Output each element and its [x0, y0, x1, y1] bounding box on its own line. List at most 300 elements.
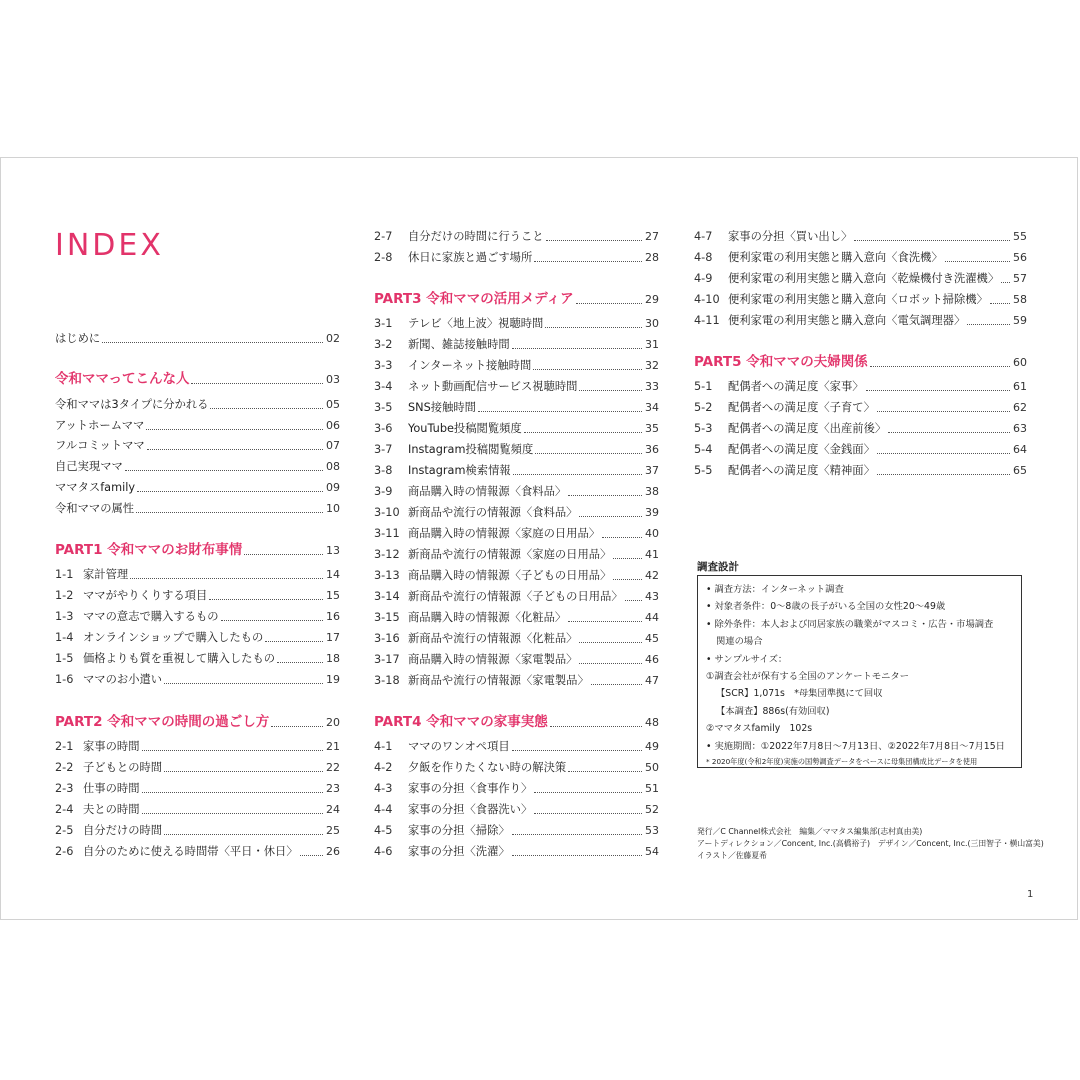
dot-leader — [877, 453, 1010, 454]
entry-page: 23 — [326, 782, 340, 795]
dot-leader — [524, 432, 642, 433]
entry-number: 5-5 — [694, 464, 713, 477]
toc-entry — [55, 433, 340, 453]
entry-number: 3-13 — [374, 569, 400, 582]
dot-leader — [137, 491, 323, 492]
toc-entry — [374, 374, 659, 394]
entry-number: 4-2 — [374, 761, 393, 774]
toc-part-heading — [55, 708, 340, 730]
dot-leader — [191, 383, 323, 384]
toc-entry — [694, 395, 1027, 415]
entry-page: 08 — [326, 460, 340, 473]
entry-number: 2-6 — [55, 845, 74, 858]
survey-box — [697, 575, 1022, 768]
entry-label: ママのお小遣い — [83, 673, 163, 686]
toc-entry — [694, 266, 1027, 286]
entry-page: 50 — [645, 761, 659, 774]
entry-number: 4-5 — [374, 824, 393, 837]
entry-label: Instagram検索情報 — [408, 464, 511, 477]
entry-number: 3-9 — [374, 485, 393, 498]
part-title: PART5 令和ママの夫婦関係 — [694, 354, 868, 370]
dot-leader — [271, 726, 323, 727]
entry-page: 47 — [645, 674, 659, 687]
dot-leader — [568, 621, 642, 622]
entry-number: 2-7 — [374, 230, 393, 243]
toc-entry — [374, 542, 659, 562]
entry-page: 15 — [326, 589, 340, 602]
toc-entry — [55, 604, 340, 624]
dot-leader — [512, 834, 642, 835]
dot-leader — [125, 470, 323, 471]
entry-page: 33 — [645, 380, 659, 393]
entry-number: 4-6 — [374, 845, 393, 858]
entry-label: オンラインショップで購入したもの — [83, 631, 264, 644]
dot-leader — [945, 261, 1010, 262]
entry-number: 3-12 — [374, 548, 400, 561]
toc-entry — [374, 332, 659, 352]
dot-leader — [164, 683, 323, 684]
entry-page: 56 — [1013, 251, 1027, 264]
entry-page: 38 — [645, 485, 659, 498]
entry-page: 24 — [326, 803, 340, 816]
dot-leader — [265, 641, 323, 642]
dot-leader — [613, 558, 642, 559]
toc-part-heading — [55, 365, 340, 387]
toc-entry — [374, 353, 659, 373]
dot-leader — [142, 750, 324, 751]
entry-page: 36 — [645, 443, 659, 456]
entry-number: 1-2 — [55, 589, 74, 602]
entry-label: 家事の分担〈買い出し〉 — [728, 230, 853, 243]
entry-page: 34 — [645, 401, 659, 414]
toc-entry — [374, 563, 659, 583]
toc-part-heading — [694, 348, 1027, 370]
entry-page: 16 — [326, 610, 340, 623]
entry-number: 3-6 — [374, 422, 393, 435]
entry-label: 休日に家族と過ごす場所 — [408, 251, 533, 264]
entry-number: 3-11 — [374, 527, 400, 540]
survey-line: • 調査方法：インターネット調査 — [706, 584, 844, 595]
entry-page: 44 — [645, 611, 659, 624]
dot-leader — [877, 411, 1010, 412]
entry-label: 家事の分担〈洗濯〉 — [408, 845, 510, 858]
toc-entry — [374, 437, 659, 457]
dot-leader — [142, 792, 324, 793]
entry-label: 商品購入時の情報源〈子どもの日用品〉 — [408, 569, 612, 582]
entry-label: 新聞、雑誌接触時間 — [408, 338, 510, 351]
dot-leader — [512, 855, 642, 856]
entry-label: 令和ママは3タイプに分かれる — [55, 398, 209, 411]
entry-number: 3-2 — [374, 338, 393, 351]
entry-label: 夫との時間 — [83, 803, 140, 816]
entry-number: 3-8 — [374, 464, 393, 477]
entry-number: 3-16 — [374, 632, 400, 645]
entry-page: 14 — [326, 568, 340, 581]
dot-leader — [854, 240, 1010, 241]
survey-line: 関連の場合 — [716, 636, 763, 648]
entry-label: 便利家電の利用実態と購入意向〈電気調理器〉 — [728, 314, 966, 327]
toc-entry — [694, 245, 1027, 265]
toc-entry — [374, 245, 659, 265]
part-title: PART4 令和ママの家事実態 — [374, 714, 548, 730]
part-title: PART3 令和ママの活用メディア — [374, 291, 574, 307]
entry-number: 4-8 — [694, 251, 713, 264]
entry-label: 配偶者への満足度〈精神面〉 — [728, 464, 875, 477]
entry-label: フルコミットママ — [55, 439, 145, 452]
toc-entry — [55, 413, 340, 433]
survey-line: 【SCR】1,071s *母集団準拠にて回収 — [716, 688, 883, 700]
dot-leader — [602, 537, 642, 538]
toc-entry — [374, 776, 659, 796]
entry-number: 1-6 — [55, 673, 74, 686]
toc-entry — [374, 755, 659, 775]
toc-entry — [694, 437, 1027, 457]
entry-page: 45 — [645, 632, 659, 645]
entry-page: 63 — [1013, 422, 1027, 435]
entry-page: 48 — [645, 716, 659, 729]
toc-entry — [694, 308, 1027, 328]
entry-number: 1-1 — [55, 568, 74, 581]
toc-entry — [55, 646, 340, 666]
entry-number: 3-3 — [374, 359, 393, 372]
entry-number: 5-2 — [694, 401, 713, 414]
part-title: 令和ママってこんな人 — [55, 371, 190, 387]
entry-page: 64 — [1013, 443, 1027, 456]
dot-leader — [1001, 282, 1010, 283]
entry-number: 2-3 — [55, 782, 74, 795]
survey-line: 【本調査】886s(有効回収) — [716, 705, 830, 717]
dot-leader — [613, 579, 642, 580]
dot-leader — [221, 620, 323, 621]
entry-page: 54 — [645, 845, 659, 858]
dot-leader — [244, 554, 323, 555]
toc-entry — [374, 839, 659, 859]
entry-page: 21 — [326, 740, 340, 753]
entry-page: 09 — [326, 481, 340, 494]
toc-entry — [55, 392, 340, 412]
entry-page: 10 — [326, 502, 340, 515]
entry-number: 4-7 — [694, 230, 713, 243]
dot-leader — [534, 813, 642, 814]
entry-page: 29 — [645, 293, 659, 306]
survey-title: 調査設計 — [697, 561, 739, 573]
dot-leader — [277, 662, 323, 663]
entry-page: 57 — [1013, 272, 1027, 285]
entry-number: 2-2 — [55, 761, 74, 774]
dot-leader — [990, 303, 1010, 304]
entry-number: 4-4 — [374, 803, 393, 816]
entry-label: 自分のために使える時間帯〈平日・休日〉 — [83, 845, 298, 858]
entry-number: 3-15 — [374, 611, 400, 624]
dot-leader — [146, 429, 323, 430]
dot-leader — [579, 390, 642, 391]
entry-number: 5-1 — [694, 380, 713, 393]
toc-part-heading — [55, 536, 340, 558]
toc-entry — [374, 647, 659, 667]
entry-number: 4-9 — [694, 272, 713, 285]
dot-leader — [568, 771, 642, 772]
dot-leader — [550, 726, 642, 727]
entry-label: 新商品や流行の情報源〈化粧品〉 — [408, 632, 578, 645]
entry-label: 配偶者への満足度〈金銭面〉 — [728, 443, 875, 456]
entry-page: 20 — [326, 716, 340, 729]
entry-number: 2-1 — [55, 740, 74, 753]
entry-page: 05 — [326, 398, 340, 411]
entry-label: 便利家電の利用実態と購入意向〈ロボット掃除機〉 — [728, 293, 988, 306]
entry-label: 夕飯を作りたくない時の解決策 — [408, 761, 567, 774]
toc-part-heading — [374, 285, 659, 307]
entry-label: 新商品や流行の情報源〈食料品〉 — [408, 506, 578, 519]
entry-page: 43 — [645, 590, 659, 603]
entry-page: 65 — [1013, 464, 1027, 477]
entry-label: 配偶者への満足度〈家事〉 — [728, 380, 864, 393]
entry-number: 3-5 — [374, 401, 393, 414]
entry-page: 28 — [645, 251, 659, 264]
entry-label: 商品購入時の情報源〈家庭の日用品〉 — [408, 527, 601, 540]
dot-leader — [130, 578, 323, 579]
toc-entry — [55, 818, 340, 838]
toc-entry — [55, 755, 340, 775]
toc-entry — [55, 454, 340, 474]
dot-leader — [546, 240, 642, 241]
entry-number: 3-18 — [374, 674, 400, 687]
credit-line: イラスト／佐藤夏希 — [697, 851, 767, 860]
dot-leader — [870, 366, 1010, 367]
entry-page: 42 — [645, 569, 659, 582]
entry-page: 58 — [1013, 293, 1027, 306]
entry-page: 32 — [645, 359, 659, 372]
toc-entry — [55, 625, 340, 645]
entry-page: 39 — [645, 506, 659, 519]
entry-page: 17 — [326, 631, 340, 644]
credit-line: アートディレクション／Concent, Inc.(高橋裕子) デザイン／Concent, Inc.(三田智子・横山富美) — [697, 839, 1044, 848]
toc-entry — [694, 374, 1027, 394]
dot-leader — [136, 512, 323, 513]
toc-entry — [55, 776, 340, 796]
entry-page: 30 — [645, 317, 659, 330]
toc-entry — [55, 667, 340, 687]
dot-leader — [534, 261, 642, 262]
entry-label: 新商品や流行の情報源〈家庭の日用品〉 — [408, 548, 612, 561]
entry-number: 3-7 — [374, 443, 393, 456]
entry-page: 49 — [645, 740, 659, 753]
dot-leader — [102, 342, 323, 343]
dot-leader — [210, 408, 323, 409]
dot-leader — [579, 642, 642, 643]
entry-label: YouTube投稿閲覧頻度 — [408, 422, 522, 435]
entry-page: 07 — [326, 439, 340, 452]
toc-entry — [694, 458, 1027, 478]
index-title: INDEX — [55, 228, 164, 263]
entry-label: アットホームママ — [55, 419, 145, 432]
entry-label: 商品購入時の情報源〈化粧品〉 — [408, 611, 567, 624]
toc-entry — [55, 583, 340, 603]
credits — [697, 826, 1044, 862]
entry-label: 仕事の時間 — [83, 782, 140, 795]
dot-leader — [579, 516, 642, 517]
entry-page: 60 — [1013, 356, 1027, 369]
entry-page: 26 — [326, 845, 340, 858]
entry-page: 06 — [326, 419, 340, 432]
entry-page: 13 — [326, 544, 340, 557]
entry-page: 41 — [645, 548, 659, 561]
entry-label: 自己実現ママ — [55, 460, 123, 473]
toc-entry — [374, 605, 659, 625]
dot-leader — [164, 834, 323, 835]
toc-entry — [374, 395, 659, 415]
entry-page: 02 — [326, 332, 340, 345]
entry-number: 1-5 — [55, 652, 74, 665]
entry-number: 3-14 — [374, 590, 400, 603]
toc-entry — [374, 818, 659, 838]
dot-leader — [625, 600, 642, 601]
entry-number: 2-8 — [374, 251, 393, 264]
entry-label: 配偶者への満足度〈出産前後〉 — [728, 422, 887, 435]
dot-leader — [164, 771, 323, 772]
toc-entry — [374, 224, 659, 244]
entry-label: 新商品や流行の情報源〈子どもの日用品〉 — [408, 590, 623, 603]
entry-number: 1-3 — [55, 610, 74, 623]
entry-label: 価格よりも質を重視して購入したもの — [83, 652, 276, 665]
entry-number: 2-5 — [55, 824, 74, 837]
entry-page: 27 — [645, 230, 659, 243]
toc-entry — [374, 584, 659, 604]
dot-leader — [967, 324, 1010, 325]
entry-label: 商品購入時の情報源〈食料品〉 — [408, 485, 567, 498]
entry-number: 4-11 — [694, 314, 720, 327]
entry-number: 4-10 — [694, 293, 720, 306]
toc-entry — [374, 797, 659, 817]
dot-leader — [568, 495, 642, 496]
entry-number: 4-1 — [374, 740, 393, 753]
page-number: 1 — [1027, 889, 1034, 900]
part-title: PART1 令和ママのお財布事情 — [55, 542, 243, 558]
entry-label: SNS接触時間 — [408, 401, 476, 414]
survey-line: ②ママタスfamily 102s — [706, 723, 813, 735]
dot-leader — [478, 411, 642, 412]
survey-line: • 実施期間：①2022年7月8日～7月13日、②2022年7月8日～7月15日 — [706, 740, 1005, 752]
entry-number: 5-3 — [694, 422, 713, 435]
dot-leader — [513, 474, 642, 475]
toc-part-heading — [374, 708, 659, 730]
entry-page: 62 — [1013, 401, 1027, 414]
toc-entry — [374, 416, 659, 436]
entry-page: 03 — [326, 373, 340, 386]
entry-label: 家事の分担〈掃除〉 — [408, 824, 510, 837]
toc-entry — [55, 326, 340, 346]
entry-label: 配偶者への満足度〈子育て〉 — [728, 401, 875, 414]
dot-leader — [591, 684, 642, 685]
dot-leader — [142, 813, 324, 814]
entry-page: 46 — [645, 653, 659, 666]
toc-entry — [55, 496, 340, 516]
entry-page: 55 — [1013, 230, 1027, 243]
dot-leader — [888, 432, 1010, 433]
entry-label: 便利家電の利用実態と購入意向〈食洗機〉 — [728, 251, 943, 264]
entry-number: 4-3 — [374, 782, 393, 795]
dot-leader — [866, 390, 1010, 391]
entry-label: ママの意志で購入するもの — [83, 610, 219, 623]
toc-entry — [55, 797, 340, 817]
entry-page: 52 — [645, 803, 659, 816]
entry-page: 31 — [645, 338, 659, 351]
entry-number: 3-10 — [374, 506, 400, 519]
part-title: PART2 令和ママの時間の過ごし方 — [55, 714, 270, 730]
toc-entry — [55, 734, 340, 754]
entry-label: 自分だけの時間に行うこと — [408, 230, 544, 243]
entry-page: 35 — [645, 422, 659, 435]
entry-page: 22 — [326, 761, 340, 774]
entry-label: はじめに — [55, 332, 101, 345]
entry-page: 19 — [326, 673, 340, 686]
entry-page: 59 — [1013, 314, 1027, 327]
toc-entry — [374, 458, 659, 478]
entry-page: 61 — [1013, 380, 1027, 393]
dot-leader — [512, 348, 642, 349]
entry-label: 家事の分担〈食器洗い〉 — [408, 803, 533, 816]
entry-label: 新商品や流行の情報源〈家電製品〉 — [408, 674, 589, 687]
entry-page: 25 — [326, 824, 340, 837]
toc-entry — [694, 287, 1027, 307]
survey-line: • サンプルサイズ： — [706, 653, 788, 665]
entry-label: ママがやりくりする項目 — [83, 589, 208, 602]
entry-label: ママのワンオペ項目 — [408, 740, 510, 753]
entry-page: 37 — [645, 464, 659, 477]
toc-entry — [374, 311, 659, 331]
dot-leader — [877, 474, 1010, 475]
dot-leader — [535, 453, 642, 454]
dot-leader — [147, 449, 323, 450]
survey-note: * 2020年度(令和2年度)実施の国勢調査データをベースに母集団構成比データを使用 — [706, 757, 978, 767]
dot-leader — [209, 599, 323, 600]
toc-entry — [694, 416, 1027, 436]
survey-line: ①調査会社が保有する全国のアンケートモニター — [706, 671, 910, 683]
toc-entry — [374, 668, 659, 688]
toc-entry — [55, 839, 340, 859]
entry-label: ママタスfamily — [55, 481, 136, 494]
dot-leader — [533, 369, 642, 370]
entry-number: 1-4 — [55, 631, 74, 644]
entry-number: 3-1 — [374, 317, 393, 330]
entry-number: 3-4 — [374, 380, 393, 393]
entry-number: 2-4 — [55, 803, 74, 816]
entry-number: 5-4 — [694, 443, 713, 456]
entry-page: 40 — [645, 527, 659, 540]
toc-entry — [694, 224, 1027, 244]
toc-entry — [374, 626, 659, 646]
dot-leader — [512, 750, 642, 751]
entry-page: 53 — [645, 824, 659, 837]
entry-label: 子どもとの時間 — [83, 761, 163, 774]
survey-line: • 除外条件：本人および同居家族の職業がマスコミ・広告・市場調査 — [706, 618, 994, 630]
dot-leader — [579, 663, 642, 664]
dot-leader — [534, 792, 642, 793]
entry-label: インターネット接触時間 — [408, 359, 532, 372]
entry-label: 自分だけの時間 — [83, 824, 163, 837]
toc-entry — [374, 521, 659, 541]
entry-page: 18 — [326, 652, 340, 665]
survey-line: • 対象者条件：0～8歳の長子がいる全国の女性20～49歳 — [706, 601, 946, 613]
entry-label: 令和ママの属性 — [55, 502, 135, 515]
toc-entry — [55, 475, 340, 495]
dot-leader — [576, 303, 642, 304]
entry-label: 家計管理 — [83, 568, 129, 581]
credit-line: 発行／C Channel株式会社 編集／ママタス編集部(志村真由美) — [697, 827, 923, 836]
toc-entry — [374, 734, 659, 754]
dot-leader — [300, 855, 323, 856]
entry-number: 3-17 — [374, 653, 400, 666]
toc-entry — [55, 562, 340, 582]
